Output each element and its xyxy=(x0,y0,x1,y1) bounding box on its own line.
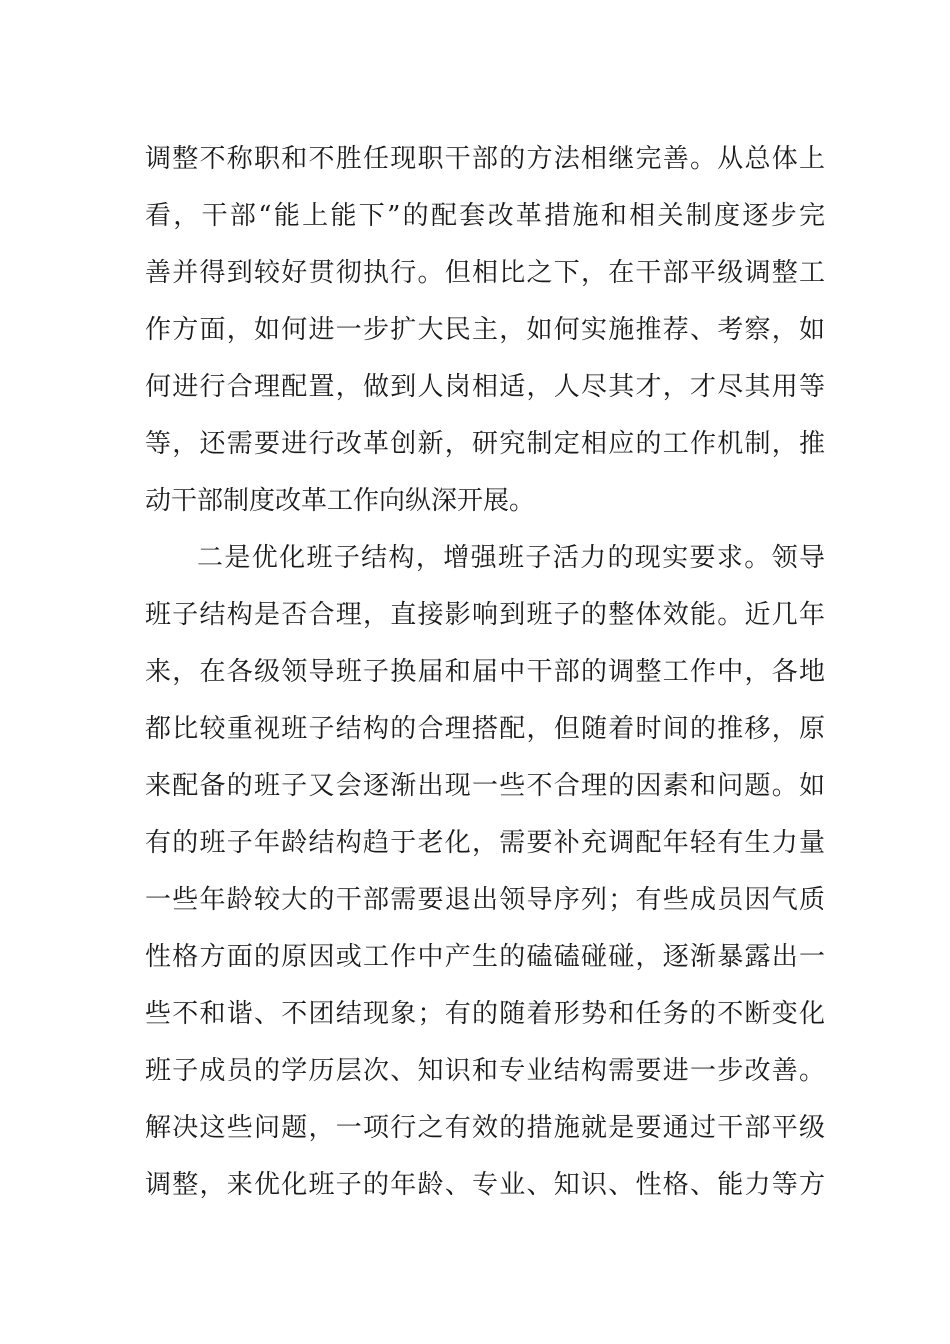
text-line: 二是优化班子结构，增强班子活力的现实要求。领导 xyxy=(197,543,825,573)
text-line: 等，还需要进行改革创新，研究制定相应的工作机制，推 xyxy=(145,429,825,459)
text-line: 来，在各级领导班子换届和届中干部的调整工作中，各地 xyxy=(145,657,825,687)
text-line: 班子成员的学历层次、知识和专业结构需要进一步改善。 xyxy=(145,1056,825,1086)
text-line: 性格方面的原因或工作中产生的磕磕碰碰，逐渐暴露出一 xyxy=(145,942,825,972)
text-line: 都比较重视班子结构的合理搭配，但随着时间的推移，原 xyxy=(145,714,825,744)
text-line: 动干部制度改革工作向纵深开展。 xyxy=(145,486,536,516)
text-line: 解决这些问题，一项行之有效的措施就是要通过干部平级 xyxy=(145,1113,825,1143)
text-line: 有的班子年龄结构趋于老化，需要补充调配年轻有生力量 xyxy=(145,828,825,858)
text-line: 调整不称职和不胜任现职干部的方法相继完善。从总体上 xyxy=(145,144,825,174)
paragraph-1 xyxy=(145,131,825,530)
text-line: 善并得到较好贯彻执行。但相比之下，在干部平级调整工 xyxy=(145,258,825,288)
text-line: 来配备的班子又会逐渐出现一些不合理的因素和问题。如 xyxy=(145,771,825,801)
paragraph-2 xyxy=(145,530,825,1214)
text-line: 一些年龄较大的干部需要退出领导序列；有些成员因气质 xyxy=(145,885,825,915)
text-line: 何进行合理配置，做到人岗相适，人尽其才，才尽其用等 xyxy=(145,372,825,402)
text-line: 班子结构是否合理，直接影响到班子的整体效能。近几年 xyxy=(145,600,825,630)
text-line: 些不和谐、不团结现象；有的随着形势和任务的不断变化 xyxy=(145,999,825,1029)
text-line: 作方面，如何进一步扩大民主，如何实施推荐、考察，如 xyxy=(145,315,825,345)
text-line: 看，干部“能上能下”的配套改革措施和相关制度逐步完 xyxy=(145,201,825,231)
text-line: 调整，来优化班子的年龄、专业、知识、性格、能力等方 xyxy=(145,1170,825,1200)
body-text xyxy=(145,131,825,1214)
